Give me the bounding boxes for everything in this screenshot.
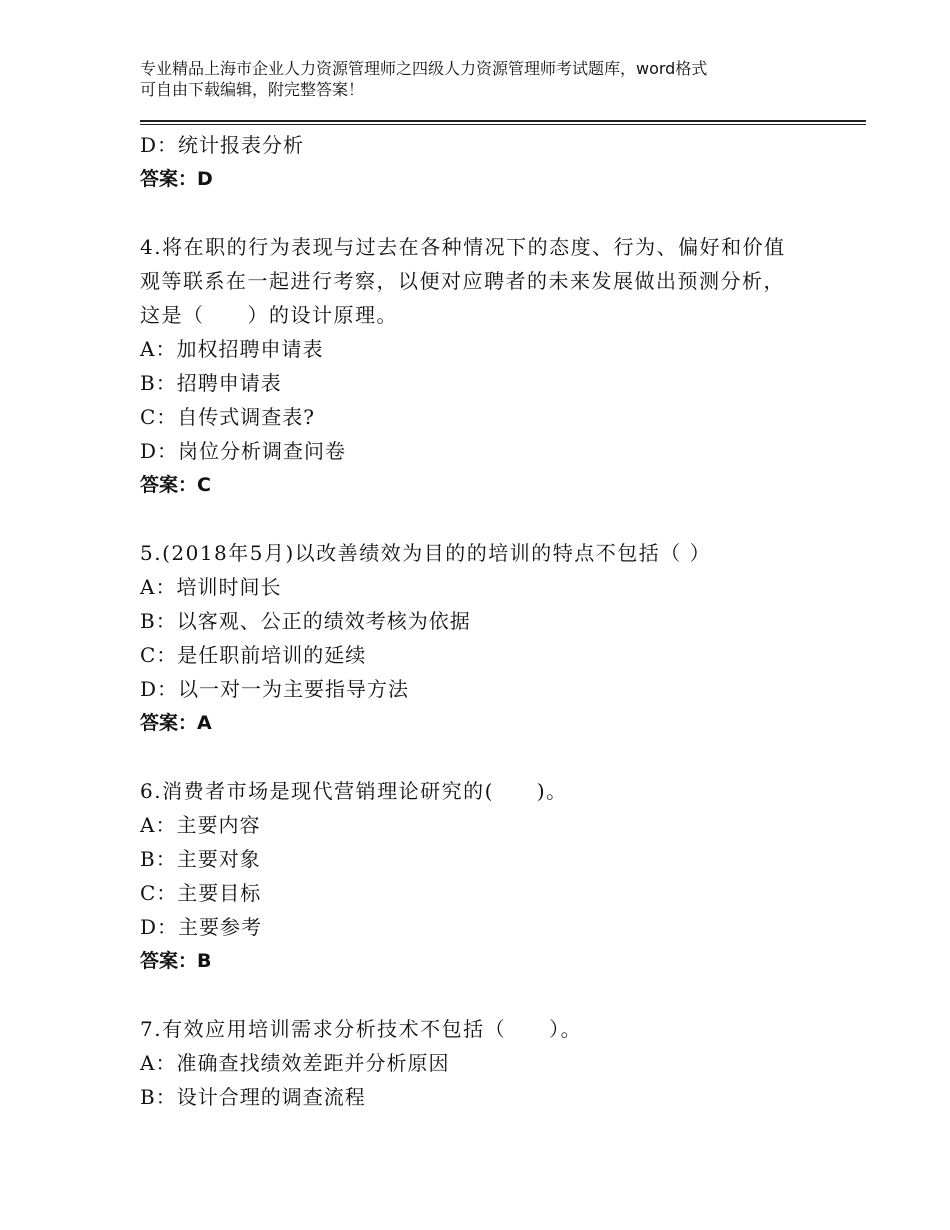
q5-answer: 答案：A [140, 712, 212, 734]
q4-answer: 答案：C [140, 474, 211, 496]
spacer [140, 196, 800, 230]
q6-option-d: D：主要参考 [140, 915, 263, 939]
q6-option-a: A：主要内容 [140, 813, 261, 837]
q3-answer: 答案：D [140, 168, 213, 190]
q4-option-c: C：自传式调查表? [140, 405, 316, 429]
q6-option-c: C：主要目标 [140, 881, 262, 905]
q6-option-b: B：主要对象 [140, 847, 261, 871]
q4-option-b: B：招聘申请表 [140, 371, 282, 395]
q4-stem-line-3: 这是（ ）的设计原理。 [140, 303, 398, 327]
q4-stem-line-1: 4.将在职的行为表现与过去在各种情况下的态度、行为、偏好和价值 [140, 235, 786, 259]
question-3-tail [140, 128, 800, 196]
spacer [140, 502, 800, 536]
header-line-2: 可自由下载编辑，附完整答案！ [140, 80, 365, 99]
spacer [140, 740, 800, 774]
q5-option-a: A：培训时间长 [140, 575, 282, 599]
q6-stem: 6.消费者市场是现代营销理论研究的( )。 [140, 779, 568, 803]
header-divider-thick [140, 120, 866, 122]
spacer [140, 978, 800, 1012]
document-header [140, 58, 810, 100]
q5-option-c: C：是任职前培训的延续 [140, 643, 367, 667]
question-4 [140, 230, 800, 502]
q7-option-b: B：设计合理的调查流程 [140, 1085, 366, 1109]
q5-option-b: B：以客观、公正的绩效考核为依据 [140, 609, 471, 633]
question-5 [140, 536, 800, 740]
q7-option-a: A：准确查找绩效差距并分析原因 [140, 1051, 450, 1075]
q5-option-d: D：以一对一为主要指导方法 [140, 677, 410, 701]
question-6 [140, 774, 800, 978]
question-list [140, 128, 800, 1114]
q4-stem-line-2: 观等联系在一起进行考察，以便对应聘者的未来发展做出预测分析， [140, 269, 785, 293]
q4-option-d: D：岗位分析调查问卷 [140, 439, 347, 463]
q4-option-a: A：加权招聘申请表 [140, 337, 324, 361]
q5-stem: 5.(2018年5月)以改善绩效为目的的培训的特点不包括（ ） [140, 541, 712, 565]
q3-option-d: D：统计报表分析 [140, 133, 305, 157]
header-line-1: 专业精品上海市企业人力资源管理师之四级人力资源管理师考试题库，word格式 [140, 59, 708, 78]
header-divider-thin [140, 124, 866, 125]
q7-stem: 7.有效应用培训需求分析技术不包括（ ）。 [140, 1017, 583, 1041]
q6-answer: 答案：B [140, 950, 212, 972]
question-7 [140, 1012, 800, 1114]
